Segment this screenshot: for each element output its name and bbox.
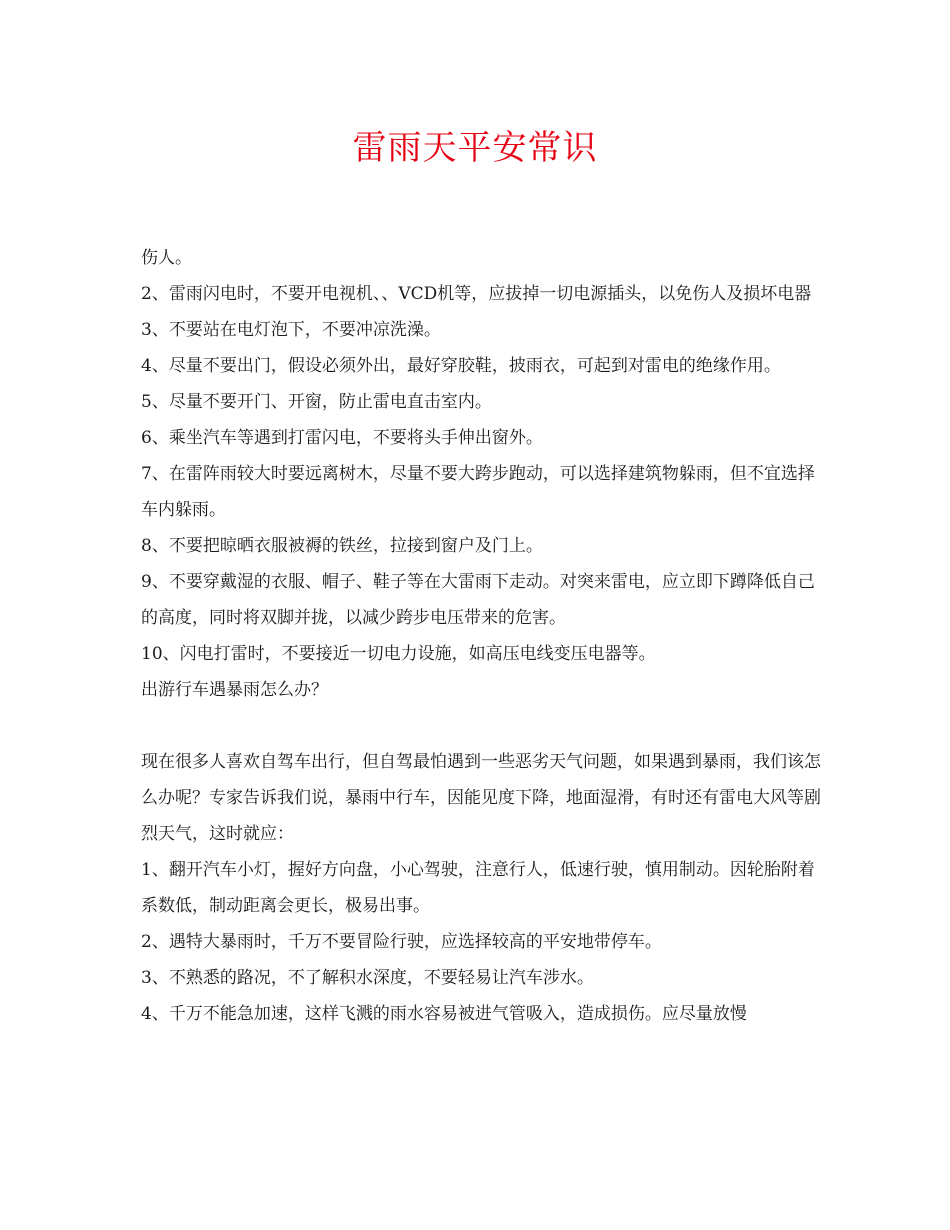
paragraph: 3、不熟悉的路况，不了解积水深度，不要轻易让汽车涉水。 (141, 968, 594, 988)
paragraph: 1、翻开汽车小灯，握好方向盘，小心驾驶，注意行人，低速行驶，慎用制动。因轮胎附着系数低，制动距离会更长，极易出事。 (141, 860, 815, 916)
paragraph: 伤人。 (141, 248, 192, 268)
paragraph: 2、遇特大暴雨时，千万不要冒险行驶，应选择较高的平安地带停车。 (141, 932, 662, 952)
paragraph: 5、尽量不要开门、开窗，防止雷电直击室内。 (141, 392, 492, 412)
paragraph: 10、闪电打雷时，不要接近一切电力设施，如高压电线变压电器等。 (141, 644, 656, 664)
document-title: 雷雨天平安常识 (352, 128, 598, 168)
paragraph: 6、乘坐汽车等遇到打雷闪电，不要将头手伸出窗外。 (141, 428, 543, 448)
paragraph: 8、不要把晾晒衣服被褥的铁丝，拉接到窗户及门上。 (141, 536, 543, 556)
paragraph: 9、不要穿戴湿的衣服、帽子、鞋子等在大雷雨下走动。对突来雷电，应立即下蹲降低自己的高度，同时将双脚并拢，以减少跨步电压带来的危害。 (141, 572, 815, 628)
paragraph: 4、尽量不要出门，假设必须外出，最好穿胶鞋，披雨衣，可起到对雷电的绝缘作用。 (141, 356, 781, 376)
paragraph: 4、千万不能急加速，这样飞溅的雨水容易被进气管吸入，造成损伤。应尽量放慢 (141, 1004, 747, 1024)
section-heading: 出游行车遇暴雨怎么办？ (141, 680, 328, 700)
paragraph: 2、雷雨闪电时，不要开电视机、、VCD机等，应拔掉一切电源插头，以免伤人及损坏电器 (141, 284, 812, 304)
document-body (141, 240, 821, 1032)
paragraph: 7、在雷阵雨较大时要远离树木，尽量不要大跨步跑动，可以选择建筑物躲雨，但不宜选择车内躲雨。 (141, 464, 815, 520)
paragraph: 现在很多人喜欢自驾车出行，但自驾最怕遇到一些恶劣天气问题，如果遇到暴雨，我们该怎么办呢？专家告诉我们说，暴雨中行车，因能见度下降，地面湿滑，有时还有雷电大风等剧烈天气，这时就应： (141, 752, 821, 844)
blank-line (141, 708, 821, 744)
paragraph: 3、不要站在电灯泡下，不要冲凉洗澡。 (141, 320, 441, 340)
